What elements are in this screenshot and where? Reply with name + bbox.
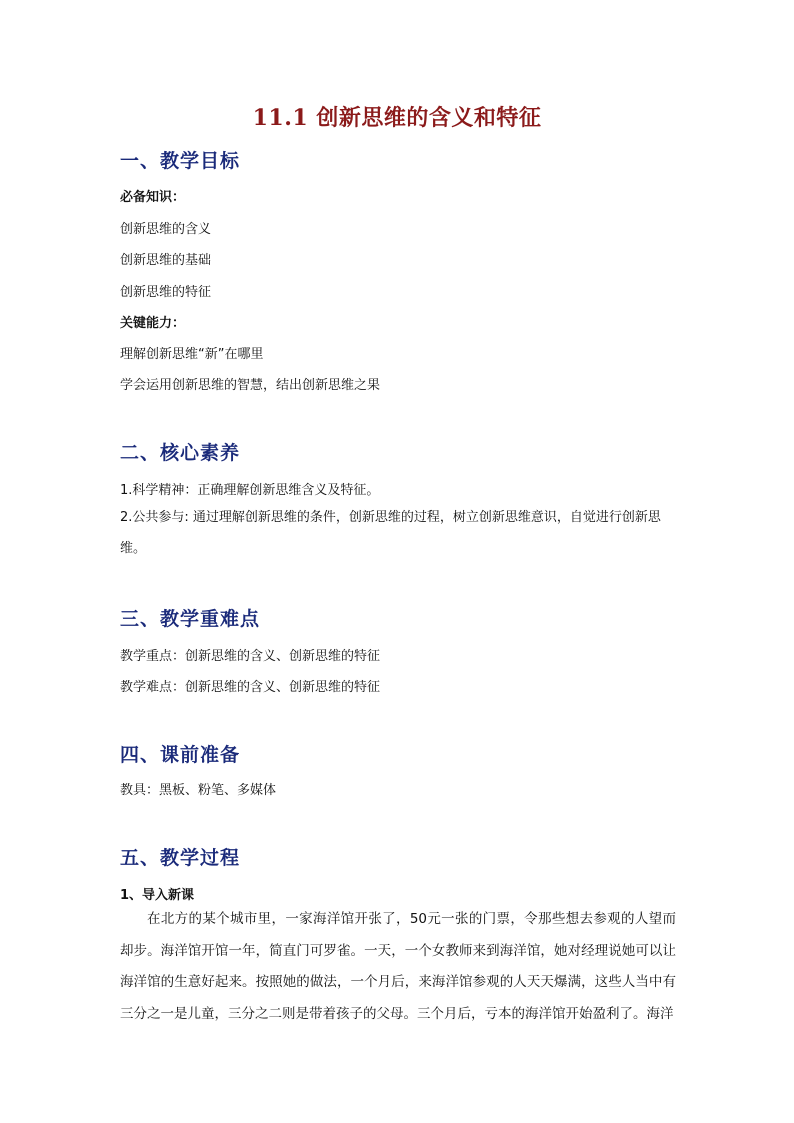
document-title: 11.1 创新思维的含义和特征	[252, 105, 542, 131]
section-heading-preparation: 四、课前准备	[120, 744, 241, 766]
subheading-lesson-intro: 1、导入新课	[120, 888, 195, 903]
list-item: 教具：黑板、粉笔、多媒体	[120, 783, 277, 798]
paragraph-text: 在北方的某个城市里，一家海洋馆开张了，50元一张的门票，令那些想去参观的人望而却步。海洋馆开馆一年，简直门可罗雀。一天，一个女教师来到海洋馆，她对经理说她可以让海洋馆的生意好起来。按照她的做法，一个月后，来海洋馆参观的人天天爆满，这些人当中有三分之一是儿童，三分之二则是带着孩子的父母。三个月后，亏本的海洋馆开始盈利了。海洋	[120, 911, 676, 1022]
list-item: 教学难点：创新思维的含义、创新思维的特征	[120, 680, 381, 695]
list-item: 创新思维的含义	[120, 222, 212, 237]
list-item: 创新思维的基础	[120, 253, 212, 268]
section-heading-objectives: 一、教学目标	[120, 150, 241, 172]
body-paragraph	[120, 904, 676, 1030]
subheading-required-knowledge: 必备知识：	[120, 190, 186, 205]
list-item: 创新思维的特征	[120, 285, 212, 300]
list-item: 1.科学精神：正确理解创新思维含义及特征。	[120, 483, 380, 498]
section-heading-teaching-process: 五、教学过程	[120, 847, 241, 869]
list-item: 理解创新思维“新”在哪里	[120, 347, 264, 362]
subheading-key-ability: 关键能力：	[120, 316, 186, 331]
section-heading-key-difficult-points: 三、教学重难点	[120, 608, 261, 630]
list-item: 教学重点：创新思维的含义、创新思维的特征	[120, 649, 381, 664]
section-heading-core-literacy: 二、核心素养	[120, 442, 241, 464]
list-item: 学会运用创新思维的智慧，结出创新思维之果	[120, 378, 381, 393]
list-item-multiline: 2.公共参与: 通过理解创新思维的条件，创新思维的过程，树立创新思维意识，自觉进行创新思维。	[120, 510, 661, 556]
